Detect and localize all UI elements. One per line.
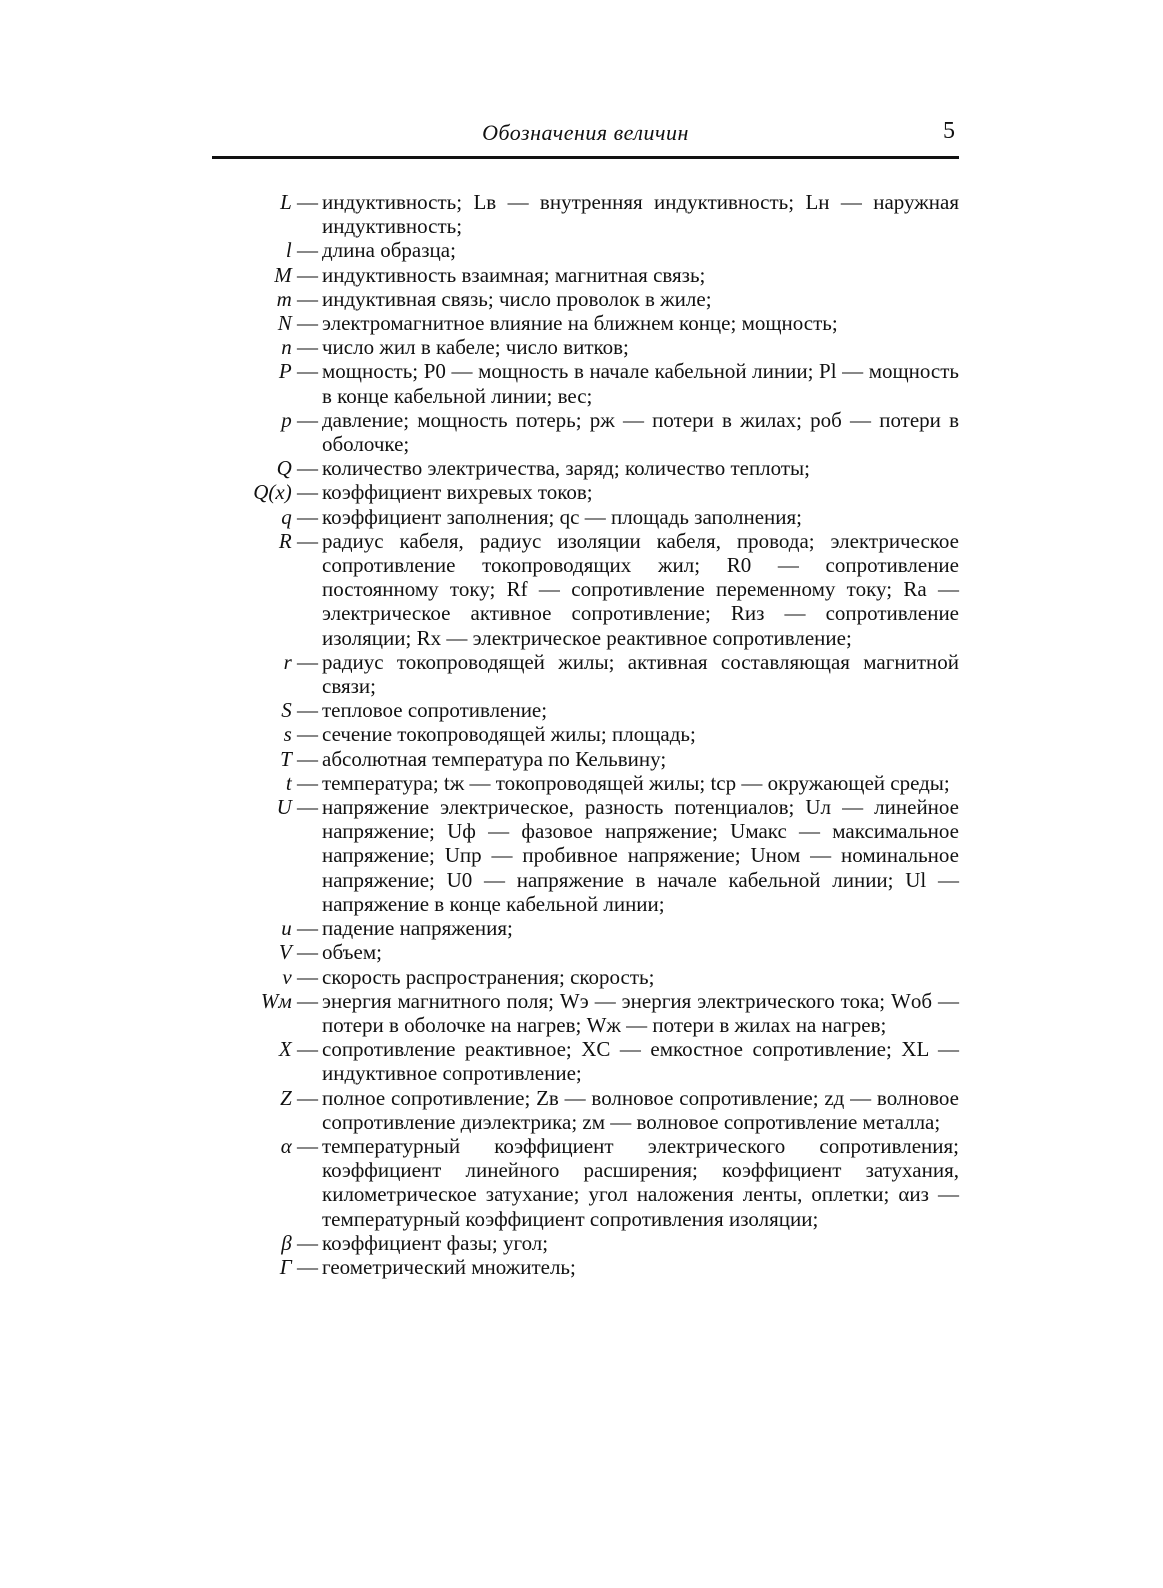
symbol-entry [212, 722, 959, 746]
symbol-entry [212, 650, 959, 698]
entry-symbol: α — [280, 1133, 318, 1158]
entry-symbol: u — [281, 916, 318, 941]
symbol-entry [212, 311, 959, 335]
entry-symbol: Z — [280, 1085, 318, 1110]
entry-symbol: S — [281, 698, 318, 723]
entry-definition: индуктивная связь; число проволок в жиле; [322, 286, 712, 311]
entry-definition: температура; tж — токопроводящей жилы; tср — окружающей среды; [322, 770, 950, 795]
entry-definition: сечение токопроводящей жилы; площадь; [322, 722, 696, 747]
symbol-entry [212, 408, 959, 456]
entry-symbol: v — [282, 964, 318, 989]
entry-symbol: l — [285, 238, 318, 263]
entry-definition: индуктивность взаимная; магнитная связь; [322, 262, 706, 287]
running-title: Обозначения величин [482, 120, 689, 145]
entry-symbol: p — [281, 407, 318, 432]
entry-symbol: β — [281, 1230, 318, 1255]
entry-symbol: m — [276, 286, 318, 311]
entry-definition: электромагнитное влияние на ближнем конце; мощность; [322, 311, 838, 336]
symbol-entry [212, 698, 959, 722]
symbol-entry [212, 263, 959, 287]
entry-symbol: M — [274, 262, 318, 287]
entry-definition: энергия магнитного поля; Wэ — энергия электрического тока; Wоб — потери в оболочке на нагрев; Wж — потери в жилах на нагрев; [322, 988, 959, 1037]
symbol-entry [212, 359, 959, 407]
entry-definition: напряжение электрическое, разность потенциалов; Uл — линейное напряжение; Uф — фазовое напряжение; Uмакс — максимальное напряжение; Uпр — пробивное напряжение; Uном — номинальное напряжение; U0 — напряжение в начале кабельной линии; Ul — напряжение в конце кабельной линии; [322, 795, 959, 916]
entry-symbol: Q — [276, 456, 318, 481]
symbol-entry [212, 771, 959, 795]
entry-definition: тепловое сопротивление; [322, 698, 548, 723]
symbol-entry [212, 916, 959, 940]
entry-definition: сопротивление реактивное; XC — емкостное сопротивление; XL — индуктивное сопротивление; [322, 1037, 959, 1086]
entry-symbol: Q(x) — [253, 480, 318, 505]
entry-definition: температурный коэффициент электрического сопротивления; коэффициент линейного расширения; коэффициент затухания, километрическое затухание; угол наложения ленты, оплетки; αиз — температурный коэффициент сопротивления изоляции; [322, 1133, 959, 1231]
entry-definition: радиус токопроводящей жилы; активная составляющая магнитной связи; [322, 649, 959, 699]
running-header [212, 112, 959, 159]
symbol-list [212, 190, 959, 1279]
entry-symbol: L — [280, 190, 318, 214]
entry-symbol: X — [278, 1037, 318, 1062]
entry-definition: длина образца; [322, 238, 456, 263]
symbol-entry [212, 238, 959, 262]
entry-definition: число жил в кабеле; число витков; [322, 335, 629, 360]
symbol-entry [212, 1037, 959, 1085]
entry-symbol: Wм — [260, 988, 318, 1013]
entry-definition: коэффициент заполнения; qс — площадь заполнения; [322, 504, 802, 529]
symbol-entry [212, 747, 959, 771]
symbol-entry [212, 190, 959, 238]
entry-definition: геометрический множитель; [322, 1254, 576, 1279]
entry-symbol: N — [277, 311, 318, 336]
symbol-entry [212, 456, 959, 480]
entry-definition: радиус кабеля, радиус изоляции кабеля, провода; электрическое сопротивление токопроводящих жил; R0 — сопротивление постоянному току; Rf — сопротивление переменному току; Rа — электрическое активное сопротивление; Rиз — сопротивление изоляции; Rx — электрическое реактивное сопротивление; [322, 528, 959, 650]
symbol-entry [212, 989, 959, 1037]
symbol-entry [212, 1134, 959, 1231]
entry-symbol: Г — [279, 1254, 318, 1279]
symbol-entry [212, 529, 959, 650]
entry-symbol: q — [281, 504, 318, 529]
entry-definition: абсолютная температура по Кельвину; [322, 746, 667, 771]
page-number: 5 [943, 118, 955, 144]
entry-definition: мощность; P0 — мощность в начале кабельной линии; Pl — мощность в конце кабельной линии; вес; [322, 359, 959, 408]
symbol-entry [212, 1231, 959, 1255]
entry-definition: индуктивность; Lв — внутренняя индуктивность; Lн — наружная индуктивность; [322, 190, 959, 239]
symbol-entry [212, 287, 959, 311]
entry-symbol: R — [278, 528, 318, 553]
entry-definition: коэффициент фазы; угол; [322, 1230, 549, 1255]
entry-symbol: P — [278, 359, 318, 384]
symbol-entry [212, 795, 959, 916]
entry-symbol: T — [280, 746, 318, 771]
entry-symbol: n — [281, 335, 318, 360]
entry-definition: полное сопротивление; Zв — волновое сопротивление; zд — волновое сопротивление диэлектрика; zм — волновое сопротивление металла; [322, 1085, 959, 1134]
entry-definition: скорость распространения; скорость; [322, 964, 655, 989]
symbol-entry [212, 1255, 959, 1279]
symbol-entry [212, 335, 959, 359]
entry-definition: объем; [322, 940, 382, 965]
entry-definition: давление; мощность потерь; pж — потери в жилах; pоб — потери в оболочке; [322, 407, 959, 457]
entry-symbol: s — [283, 722, 318, 747]
entry-symbol: V — [278, 940, 318, 965]
entry-symbol: t — [285, 770, 318, 795]
entry-definition: количество электричества, заряд; количество теплоты; [322, 456, 811, 481]
entry-symbol: U — [276, 795, 318, 820]
entry-definition: падение напряжения; [322, 916, 513, 941]
symbol-entry [212, 1086, 959, 1134]
symbol-entry [212, 505, 959, 529]
entry-symbol: r — [283, 649, 318, 674]
symbol-entry [212, 480, 959, 504]
entry-definition: коэффициент вихревых токов; [322, 480, 593, 505]
symbol-entry [212, 965, 959, 989]
symbol-entry [212, 940, 959, 964]
